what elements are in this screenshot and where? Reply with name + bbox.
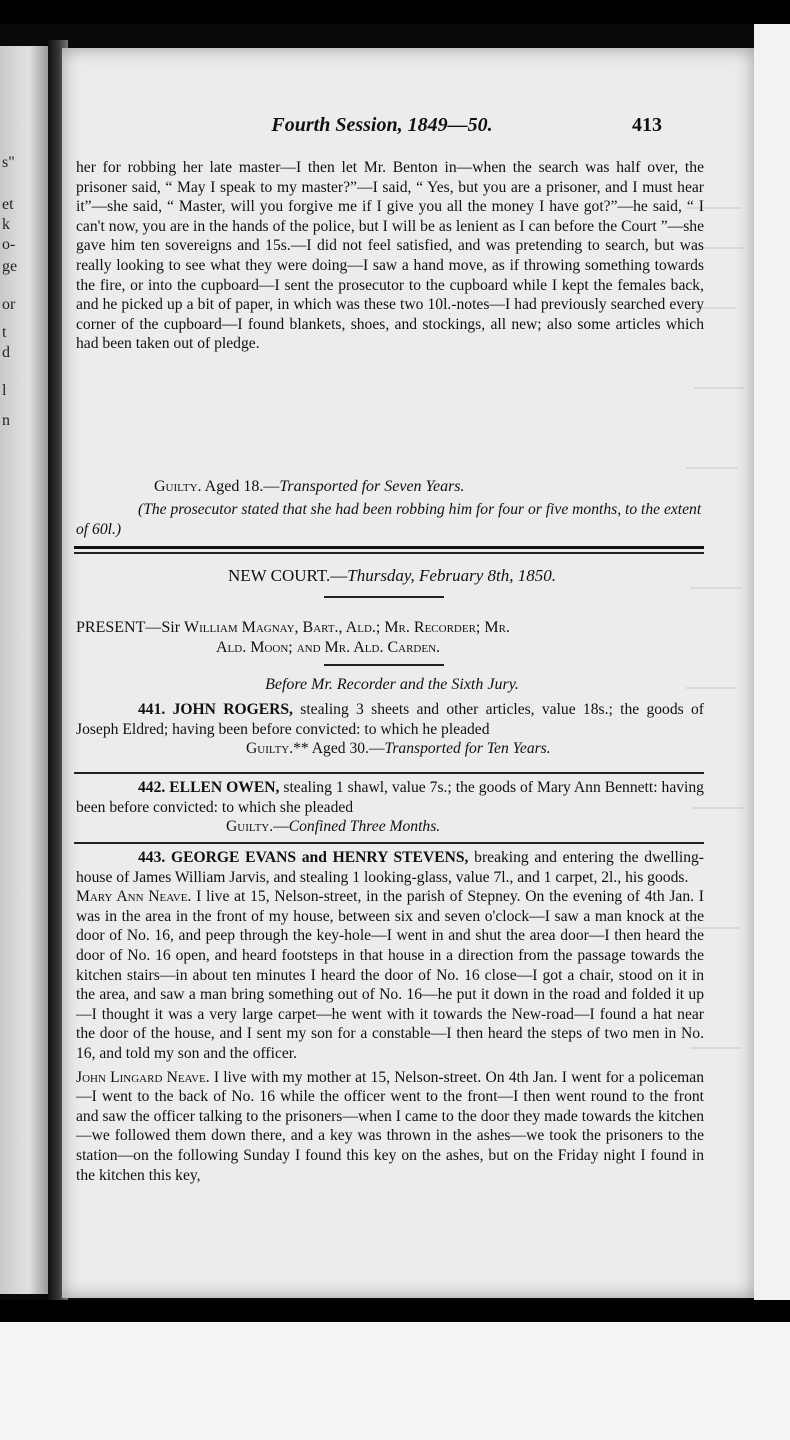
- present-label: PRESENT—Sir: [76, 619, 185, 636]
- case-441: [76, 700, 704, 759]
- case-divider: [74, 772, 704, 774]
- scan-background: [0, 1322, 790, 1440]
- witness-name: Mary Ann Neave.: [76, 888, 192, 906]
- case-charge: breaking and entering the dwelling-house of James William Jarvis, and stealing 1 looking-glass, value 7l., and 1 carpet, 2l., his goods.: [76, 849, 704, 886]
- short-rule: [324, 664, 444, 666]
- case-number-name: 443. GEORGE EVANS and HENRY STEVENS,: [138, 849, 469, 866]
- verdict-sentence: Transported for Ten Years.: [384, 740, 551, 758]
- jury-line: Before Mr. Recorder and the Sixth Jury.: [265, 676, 519, 693]
- verdict-guilty: Guilty.**: [246, 740, 309, 758]
- verdict-guilty: Guilty.: [154, 478, 202, 495]
- witness-name: John Lingard Neave.: [76, 1068, 210, 1086]
- previous-case-testimony: [76, 158, 704, 354]
- scan-right-margin: [754, 24, 790, 1300]
- witness-testimony: [76, 1068, 704, 1186]
- facing-page-fragment: k: [2, 216, 10, 233]
- case-charge: stealing 1 shawl, value 7s.; the goods of Mary Ann Bennett: having been before convicted: to which she pleaded: [76, 779, 704, 816]
- facing-page-fragment: d: [2, 344, 10, 361]
- running-header: [62, 114, 702, 137]
- witness-statement: I live at 15, Nelson-street, in the parish of Stepney. On the evening of 4th Jan. I was in the area in the front of my house, between six and seven o'clock—I saw a man knock at the door of No. 16, and peep through the key-hole—I went in and shut the area door—I then heard the door of No. 16 open, and heard footsteps in that house in a direction from the passage towards the kitchen stairs—in about ten minutes I heard the door of No. 16 close—I got a chair, stood on it in the area, and saw a man bring something out of No. 16—he put it down in the road and folded it up—I thought it was a very large carpet—he went with it towards the New-road—I found a hat near the door of the house, and I sent my son for a constable—I then heard the steps of two men in No. 16, and told my son and the officer.: [76, 888, 704, 1062]
- witness-statement: I live with my mother at 15, Nelson-street. On 4th Jan. I went for a policeman—I went to the back of No. 16 while the officer went to the front—I then went round to the front and saw the officer talking to the prisoners—when I came to the door they made towards the kitchen—we followed them down there, and a key was thrown in the ashes—we took the prisoners to the station—on the following Sunday I found this key on the ashes, but on the Friday night I found in the kitchen this key,: [76, 1068, 704, 1184]
- facing-page-fragment: t: [2, 324, 7, 341]
- previous-case-verdict: [154, 478, 465, 496]
- present-list: [76, 618, 704, 658]
- scan-top-border: [0, 0, 790, 24]
- verdict-age: Aged 18.—: [204, 478, 280, 495]
- witness-testimony: [76, 887, 704, 1063]
- page-number: 413: [632, 114, 662, 136]
- scan-bottom-border: [0, 1300, 790, 1322]
- facing-page-edge: [0, 46, 48, 1294]
- facing-page-fragment: o-: [2, 236, 16, 253]
- testimony-paragraph: her for robbing her late master—I then let Mr. Benton in—when the search was half over, the prisoner said, “ May I speak to my master?”—I said, “ Yes, but you are a prisoner, and I must hear it”—she said, “ Master, will you forgive me if I give you all the money I have got?”—he said, “ I can't now, you are in the hands of the police, but I will be as lenient as I can before the Court ”—she gave him ten sovereigns and 15s.—I did not feel satisfied, and was pretending to search, but was really looking to see what they were doing—I saw a hand move, as if throwing something towards the fire, or into the cupboard—I sent the prosecutor to the cupboard while I kept the females back, and he picked up a bit of paper, in which was these two 10l.-notes—I had previously searched every corner of the cupboard—I found blankets, shoes, and stockings, all new; also some articles which had been taken out of pledge.: [76, 159, 704, 353]
- book-page: [62, 48, 754, 1298]
- short-rule: [324, 596, 444, 598]
- court-name: NEW COURT.—: [228, 566, 348, 585]
- case-verdict: [76, 739, 704, 759]
- verdict-sentence: Transported for Seven Years.: [279, 478, 465, 495]
- case-number-name: 441. JOHN ROGERS,: [138, 701, 293, 718]
- court-heading: [62, 566, 722, 586]
- session-title: Fourth Session, 1849—50.: [271, 114, 493, 136]
- verdict-age: Aged 30.—: [308, 740, 385, 758]
- case-verdict: [76, 817, 704, 837]
- facing-page-fragment: ge: [2, 258, 18, 275]
- case-divider: [74, 842, 704, 844]
- facing-page-fragment: n: [2, 412, 10, 429]
- court-date: Thursday, February 8th, 1850.: [347, 566, 556, 585]
- facing-page-fragment: et: [2, 196, 14, 213]
- case-number-name: 442. ELLEN OWEN,: [138, 779, 280, 796]
- case-charge: stealing 3 sheets and other articles, value 18s.; the goods of Joseph Eldred; having been before convicted: to which he pleaded: [76, 701, 705, 738]
- present-names-continued: Ald. Moon; and Mr. Ald. Carden.: [216, 639, 441, 656]
- prosecutor-note: (The prosecutor stated that she had been robbing him for four or five months, to the extent of 60l.): [76, 501, 702, 538]
- facing-page-fragment: l: [2, 382, 7, 399]
- verdict-sentence: Confined Three Months.: [288, 818, 441, 836]
- verdict-guilty: Guilty.—: [226, 818, 289, 836]
- facing-page-fragment: s": [2, 154, 15, 171]
- present-names: William Magnay, Bart., Ald.; Mr. Recorder; Mr.: [184, 619, 510, 636]
- facing-page-fragment: or: [2, 296, 16, 313]
- section-divider: [74, 546, 704, 549]
- case-442: [76, 778, 704, 837]
- case-443: [76, 848, 704, 1185]
- section-divider: [74, 552, 704, 554]
